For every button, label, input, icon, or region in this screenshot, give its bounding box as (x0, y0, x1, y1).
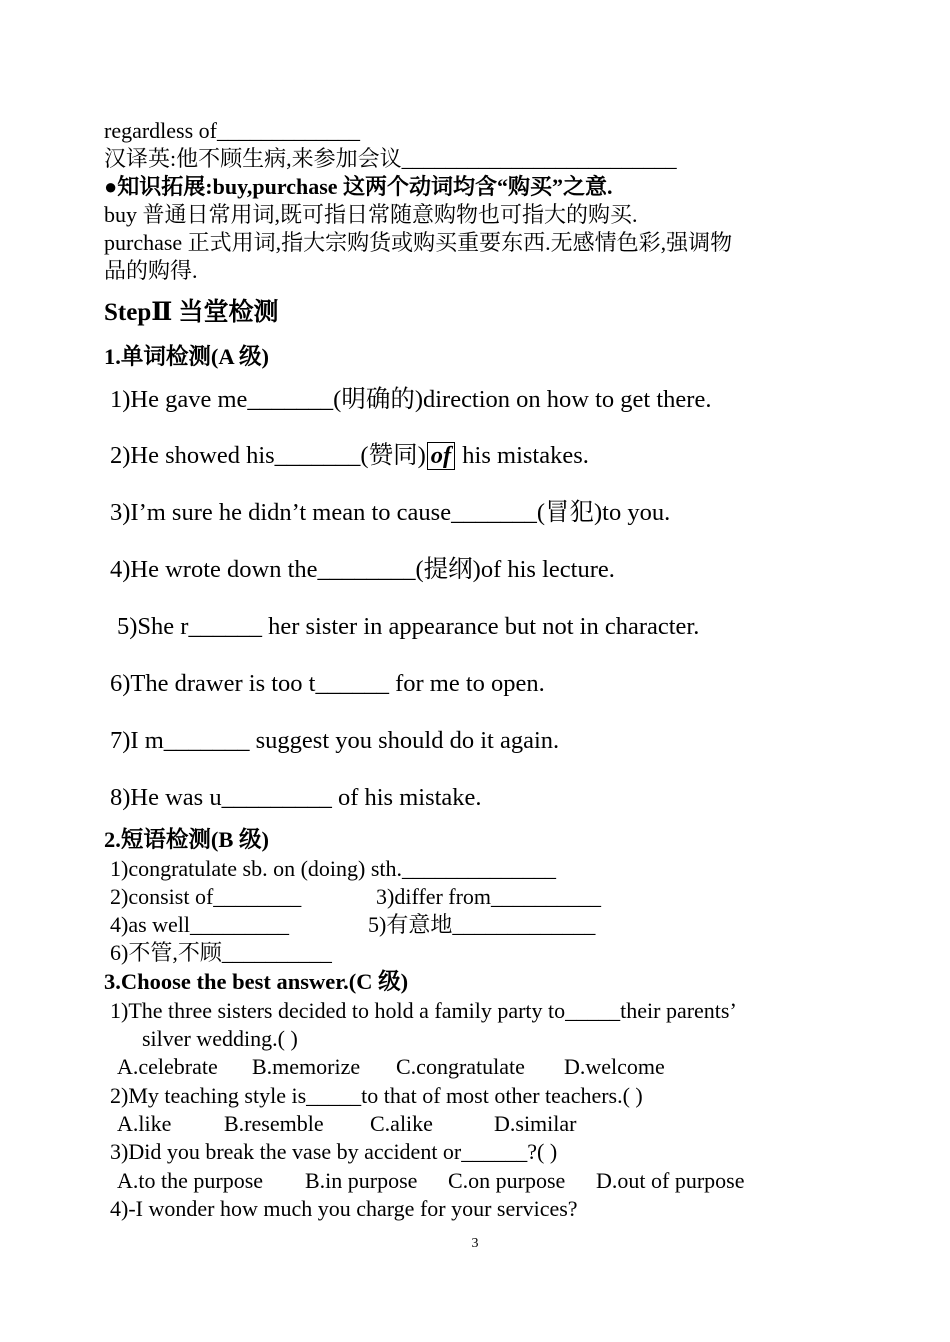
q2-option-b: B.resemble (224, 1111, 324, 1136)
word-item-5: 5)She r______ her sister in appearance but not in character. (117, 613, 700, 640)
q3-option-b: B.in purpose (305, 1168, 418, 1193)
intro-line-2: 汉译英:他不顾生病,来参加会议_________________________ (104, 146, 677, 171)
question-4: 4)-I wonder how much you charge for your services? (110, 1196, 578, 1221)
intro-line-5: purchase 正式用词,指大宗购货或购买重要东西.无感情色彩,强调物 (104, 230, 733, 255)
section2-title: 2.短语检测(B 级) (104, 827, 269, 852)
q2-option-a: A.like (117, 1111, 172, 1136)
step-title: StepⅡ 当堂检测 (104, 299, 279, 326)
question-1-cont: silver wedding.( ) (142, 1026, 298, 1051)
question-3: 3)Did you break the vase by accident or______?( ) (110, 1139, 558, 1164)
q3-option-d: D.out of purpose (596, 1168, 745, 1193)
word-item-1: 1)He gave me_______(明确的)direction on how to get there. (110, 386, 712, 413)
word-item-2 (110, 442, 589, 470)
intro-line-3: ●知识拓展:buy,purchase 这两个动词均含“购买”之意. (104, 174, 613, 199)
page-number: 3 (471, 1236, 479, 1251)
word-item-8: 8)He was u_________ of his mistake. (110, 784, 482, 811)
section1-title: 1.单词检测(A 级) (104, 344, 269, 369)
q3-option-c: C.on purpose (448, 1168, 566, 1193)
phrase-3: 3)differ from__________ (376, 884, 602, 909)
intro-line-6: 品的购得. (104, 258, 198, 283)
section3-title: 3.Choose the best answer.(C 级) (104, 969, 409, 994)
phrase-4: 4)as well_________ (110, 912, 290, 937)
word-item-7: 7)I m_______ suggest you should do it again. (110, 727, 560, 754)
q1-option-d: D.welcome (564, 1054, 665, 1079)
q1-option-b: B.memorize (252, 1054, 361, 1079)
word-item-3: 3)I’m sure he didn’t mean to cause_______(冒犯)to you. (110, 499, 671, 526)
word-item-4: 4)He wrote down the________(提纲)of his lecture. (110, 556, 615, 583)
q1-option-a: A.celebrate (117, 1054, 218, 1079)
word-item-2-text: 2)He showed his_______(赞同) (110, 442, 426, 469)
phrase-2: 2)consist of________ (110, 884, 302, 909)
q1-option-c: C.congratulate (396, 1054, 525, 1079)
q2-option-c: C.alike (370, 1111, 433, 1136)
word-item-6: 6)The drawer is too t______ for me to open. (110, 670, 545, 697)
intro-line-1: regardless of_____________ (104, 118, 361, 143)
intro-line-4: buy 普通日常用词,既可指日常随意购物也可指大的购买. (104, 202, 638, 227)
boxed-of: of (427, 442, 455, 470)
phrase-1: 1)congratulate sb. on (doing) sth.______________ (110, 856, 557, 881)
question-1: 1)The three sisters decided to hold a family party to_____their parents’ (110, 998, 737, 1023)
phrase-6: 6)不管,不顾__________ (110, 940, 332, 965)
q3-option-a: A.to the purpose (117, 1168, 264, 1193)
question-2: 2)My teaching style is_____to that of most other teachers.( ) (110, 1083, 643, 1108)
q2-option-d: D.similar (494, 1111, 577, 1136)
word-item-2-tail: his mistakes. (456, 442, 589, 469)
phrase-5: 5)有意地_____________ (368, 912, 596, 937)
